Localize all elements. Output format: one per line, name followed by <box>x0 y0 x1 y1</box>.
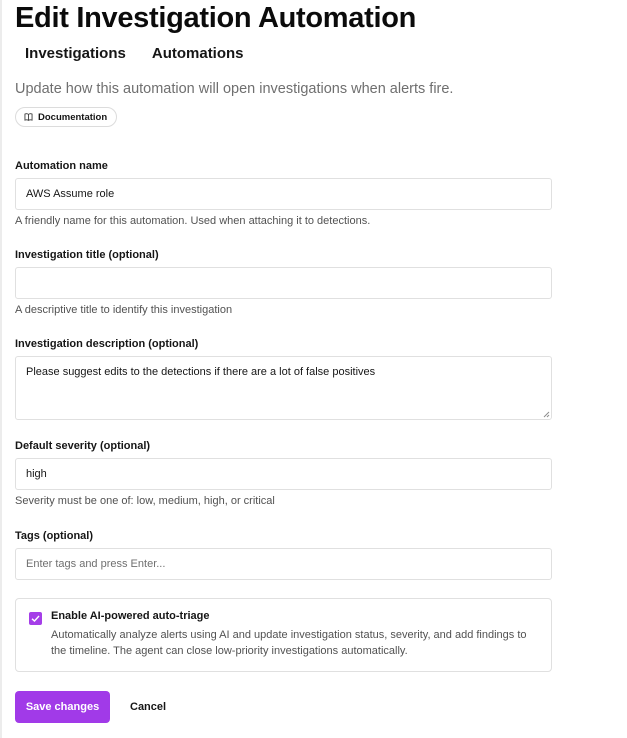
auto-triage-checkbox[interactable] <box>29 612 42 625</box>
investigation-description-field <box>15 338 552 420</box>
auto-triage-description: Automatically analyze alerts using AI and update investigation status, severity, and add findings to the timeline. The agent can close low-priority investigations automatically. <box>51 629 527 657</box>
investigation-description-value: Please suggest edits to the detections if there are a lot of false positives <box>26 366 376 378</box>
checkmark-icon <box>31 614 40 623</box>
automation-name-field <box>15 160 552 227</box>
investigation-title-input[interactable] <box>15 267 552 299</box>
book-icon <box>24 113 33 121</box>
tags-input[interactable]: Enter tags and press Enter... <box>15 548 552 580</box>
resize-handle-icon[interactable] <box>542 410 550 418</box>
automation-name-label: Automation name <box>15 160 108 172</box>
investigation-description-label: Investigation description (optional) <box>15 338 199 350</box>
tab-automations[interactable]: Automations <box>151 45 244 62</box>
default-severity-input[interactable]: high <box>15 458 552 490</box>
tab-investigations[interactable]: Investigations <box>25 45 126 62</box>
investigation-title-field <box>15 249 552 316</box>
investigation-title-help: A descriptive title to identify this investigation <box>15 304 233 316</box>
nav-tabs <box>25 45 244 62</box>
left-border <box>0 0 2 738</box>
save-changes-button[interactable]: Save changes <box>15 691 110 723</box>
automation-name-help: A friendly name for this automation. Used when attaching it to detections. <box>15 215 371 227</box>
default-severity-help: Severity must be one of: low, medium, high, or critical <box>15 495 275 507</box>
auto-triage-card <box>15 598 552 672</box>
documentation-button[interactable] <box>15 107 117 127</box>
auto-triage-title: Enable AI-powered auto-triage <box>51 610 210 622</box>
page-subtitle: Update how this automation will open investigations when alerts fire. <box>15 81 454 97</box>
default-severity-field <box>15 440 552 507</box>
cancel-button[interactable]: Cancel <box>121 691 175 723</box>
tags-field <box>15 530 552 580</box>
tags-label: Tags (optional) <box>15 530 94 542</box>
investigation-title-label: Investigation title (optional) <box>15 249 159 261</box>
default-severity-label: Default severity (optional) <box>15 440 151 452</box>
documentation-label: Documentation <box>38 111 108 123</box>
page-title: Edit Investigation Automation <box>15 2 417 34</box>
automation-name-input[interactable]: AWS Assume role <box>15 178 552 210</box>
investigation-description-textarea[interactable] <box>15 356 552 420</box>
